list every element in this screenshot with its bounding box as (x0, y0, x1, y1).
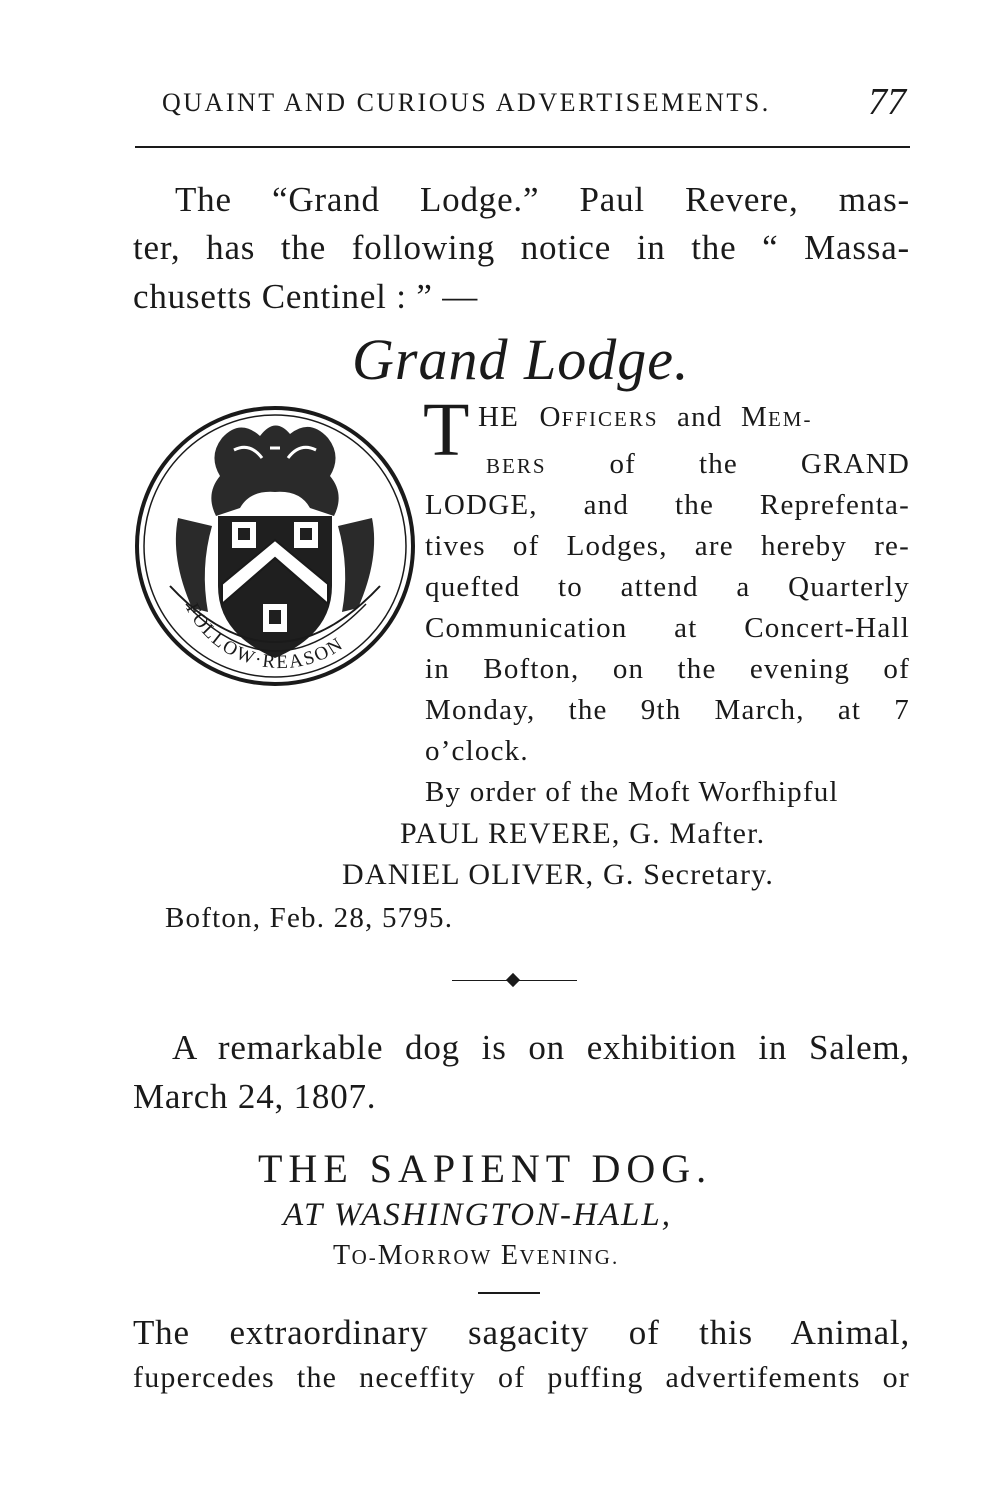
page-number: 77 (868, 81, 906, 123)
notice-line-1 (478, 401, 812, 434)
notice-line-6: Communication at Concert-Hall (425, 612, 910, 644)
notice-dropcap: T (423, 388, 470, 472)
dog-ad-rule (478, 1292, 540, 1294)
notice-members: MEM- (740, 401, 813, 433)
notice-dateline: Bofton, Feb. 28, 5795. (165, 902, 454, 934)
notice-line-7: in Bofton, on the evening of (425, 653, 910, 685)
notice-line-5: quefted to attend a Quarterly (425, 571, 910, 603)
dog-intro-line-1: A remarkable dog is on exhibition in Salem, (172, 1028, 910, 1067)
notice-officers: OFFICERS (539, 401, 659, 433)
dog-ad-title: THE SAPIENT DOG. (258, 1146, 713, 1191)
notice-and: and (677, 401, 723, 433)
header-rule (135, 146, 910, 148)
notice-order-line: By order of the Moft Worfhipful (425, 776, 839, 808)
intro-line-2: ter, has the following notice in the “ Massa- (133, 228, 910, 267)
intro-line-1: The “Grand Lodge.” Paul Revere, mas- (175, 180, 910, 219)
masonic-seal-image (130, 398, 420, 698)
notice-line-2: BERS of the GRAND (486, 448, 911, 480)
notice-line-9: o’clock. (425, 735, 529, 767)
running-title: QUAINT AND CURIOUS ADVERTISEMENTS. (162, 88, 771, 117)
seal-motto: FOLLOW·REASON (181, 599, 348, 674)
notice-line-4: tives of Lodges, are hereby re- (425, 530, 910, 562)
notice-heading: Grand Lodge. (352, 327, 690, 392)
notice-line-8: Monday, the 9th March, at 7 (425, 694, 910, 726)
intro-line-3: chusetts Centinel : ” — (133, 277, 479, 316)
dog-intro-line-2: March 24, 1807. (133, 1077, 377, 1116)
ornament-divider-dot (506, 973, 520, 987)
dog-ad-evening: TO-MORROW EVENING. (333, 1240, 620, 1271)
dog-ad-body-line-1: The extraordinary sagacity of this Animal, (133, 1313, 910, 1352)
dog-ad-body-line-2: fupercedes the neceffity of puffing advertifements or (133, 1361, 910, 1394)
notice-secretary: DANIEL OLIVER, G. Secretary. (342, 858, 775, 891)
notice-line-1-he: HE (478, 401, 520, 433)
notice-master: PAUL REVERE, G. Mafter. (400, 817, 766, 850)
dog-ad-hall: AT WASHINGTON-HALL, (283, 1197, 672, 1233)
notice-line-3: LODGE, and the Reprefenta- (425, 489, 910, 521)
